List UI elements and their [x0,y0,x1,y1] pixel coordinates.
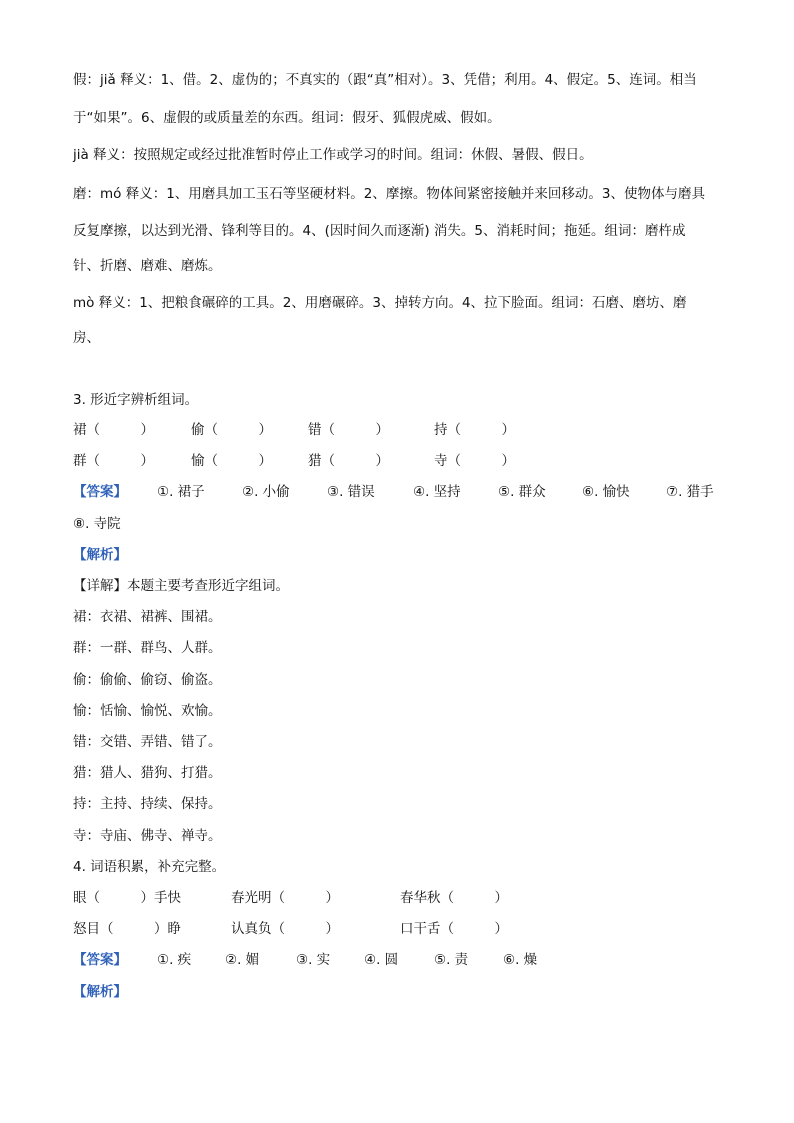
definition-line: 反复摩擦，以达到光滑、锋利等目的。4、(因时间久而逐渐) 消失。5、消耗时间；拖延。组词：磨杵成 [73,223,686,239]
answer-item: ⑥. 愉快 [582,484,630,500]
blank-item: 持（ ） [434,422,515,438]
blank-item: 偷（ ） [191,422,272,438]
answer-item: ④. 圆 [364,952,399,968]
detail-item: 偷：偷偷、偷窃、偷盗。 [73,672,222,688]
blank-item: 愉（ ） [191,453,272,469]
answer-item: ④. 坚持 [413,484,461,500]
blank-item: 眼（ ）手快 [73,890,181,906]
blank-item: 猎（ ） [308,453,389,469]
answer-item: ⑧. 寺院 [73,516,121,532]
blank-item: 春华秋（ ） [400,890,508,906]
question-3-title: 3. 形近字辨析组词。 [73,392,199,408]
detail-item: 裙：衣裙、裙裤、围裙。 [73,609,222,625]
definition-line: jià 释义：按照规定或经过批准暂时停止工作或学习的时间。组词：休假、暑假、假日。 [73,147,593,163]
detail-item: 寺：寺庙、佛寺、禅寺。 [73,828,222,844]
answer-item: ③. 实 [296,952,331,968]
blank-item: 群（ ） [73,453,154,469]
detail-item: 猎：猎人、猎狗、打猎。 [73,765,222,781]
blank-item: 寺（ ） [434,453,515,469]
blank-item: 口干舌（ ） [400,921,508,937]
answer-item: ⑤. 群众 [498,484,546,500]
definition-line: mò 释义：1、把粮食碾碎的工具。2、用磨碾碎。3、掉转方向。4、拉下脸面。组词：石磨、磨坊、磨 [73,295,687,311]
answer-item: ②. 小偷 [242,484,290,500]
definition-line: 于“如果”。6、虚假的或质量差的东西。组词：假牙、狐假虎威、假如。 [73,110,501,126]
definition-line: 假：jiǎ 释义：1、借。2、虚伪的；不真实的（跟“真”相对）。3、凭借；利用。4、假定。5、连词。相当 [73,72,697,88]
detail-text: 本题主要考查形近字组词。 [127,578,289,594]
detail-item: 持：主持、持续、保持。 [73,796,222,812]
answer-item: ①. 疾 [157,952,192,968]
answer-item: ⑥. 燥 [503,952,538,968]
detail-item: 错：交错、弄错、错了。 [73,734,222,750]
answer-item: ⑦. 猎手 [666,484,714,500]
answer-item: ①. 裙子 [157,484,205,500]
analysis-tag: 【解析】 [73,547,127,563]
analysis-tag: 【解析】 [73,984,127,1000]
blank-item: 认真负（ ） [231,921,339,937]
detail-line [73,576,289,596]
definition-line: 磨：mó 释义：1、用磨具加工玉石等坚硬材料。2、摩擦。物体间紧密接触并来回移动。3、使物体与磨具 [73,186,705,202]
definition-line: 针、折磨、磨难、磨炼。 [73,258,222,274]
answer-item: ③. 错误 [327,484,375,500]
answer-item: ②. 媚 [225,952,260,968]
answer-tag: 【答案】 [73,484,127,500]
blank-item: 怒目（ ）睁 [73,921,181,937]
answer-tag: 【答案】 [73,952,127,968]
detail-tag: 【详解】 [73,578,127,594]
blank-item: 错（ ） [308,422,389,438]
detail-item: 群：一群、群鸟、人群。 [73,640,222,656]
detail-item: 愉：恬愉、愉悦、欢愉。 [73,703,222,719]
definition-line: 房、 [73,330,100,346]
blank-item: 春光明（ ） [231,890,339,906]
answer-item: ⑤. 责 [434,952,469,968]
question-4-title: 4. 词语积累，补充完整。 [73,859,226,875]
blank-item: 裙（ ） [73,422,154,438]
